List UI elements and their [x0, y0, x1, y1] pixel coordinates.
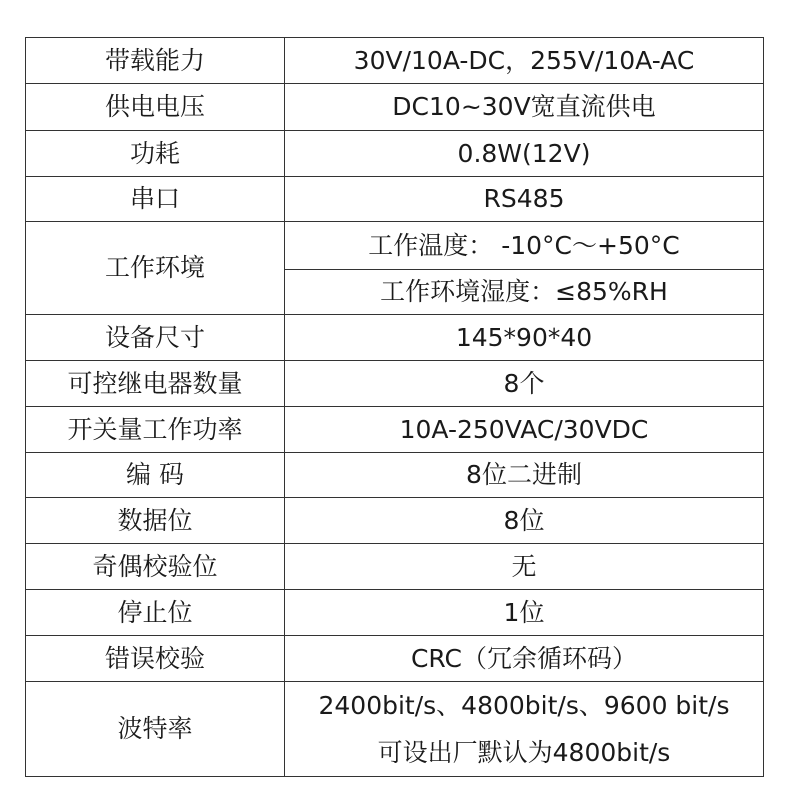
table-row — [26, 361, 764, 407]
row-value-temperature: 工作温度： -10°C～+50°C — [285, 222, 764, 270]
row-label: 工作环境 — [26, 222, 285, 315]
row-value: 8个 — [285, 361, 764, 407]
row-label: 开关量工作功率 — [26, 407, 285, 453]
table-row — [26, 315, 764, 361]
row-value: RS485 — [285, 177, 764, 222]
row-value: 无 — [285, 544, 764, 590]
row-label: 供电电压 — [26, 84, 285, 131]
row-label: 可控继电器数量 — [26, 361, 285, 407]
row-label: 错误校验 — [26, 636, 285, 682]
table-row — [26, 636, 764, 682]
row-label: 数据位 — [26, 498, 285, 544]
baud-default-line: 可设出厂默认为4800bit/s — [377, 738, 671, 767]
table-row — [26, 682, 764, 777]
row-label: 奇偶校验位 — [26, 544, 285, 590]
table-row — [26, 498, 764, 544]
row-value: 145*90*40 — [285, 315, 764, 361]
table-row — [26, 84, 764, 131]
row-value: 8位 — [285, 498, 764, 544]
row-value: 1位 — [285, 590, 764, 636]
table-row — [26, 131, 764, 177]
row-label: 功耗 — [26, 131, 285, 177]
baud-rates-line: 2400bit/s、4800bit/s、9600 bit/s — [318, 691, 730, 720]
table-row — [26, 453, 764, 498]
row-value: CRC（冗余循环码） — [285, 636, 764, 682]
spec-table — [25, 37, 764, 777]
row-value: DC10~30V宽直流供电 — [285, 84, 764, 131]
table-row — [26, 407, 764, 453]
row-value: 8位二进制 — [285, 453, 764, 498]
row-label: 编 码 — [26, 453, 285, 498]
row-value: 10A-250VAC/30VDC — [285, 407, 764, 453]
table-row — [26, 177, 764, 222]
table-row — [26, 590, 764, 636]
row-label: 停止位 — [26, 590, 285, 636]
table-row — [26, 38, 764, 84]
row-label: 串口 — [26, 177, 285, 222]
table-row — [26, 222, 764, 270]
row-label: 带载能力 — [26, 38, 285, 84]
row-label: 设备尺寸 — [26, 315, 285, 361]
row-value: 30V/10A-DC，255V/10A-AC — [285, 38, 764, 84]
row-value-baud — [285, 682, 764, 777]
row-value-humidity: 工作环境湿度：≤85%RH — [285, 270, 764, 315]
table-row — [26, 544, 764, 590]
row-label: 波特率 — [26, 682, 285, 777]
row-value: 0.8W(12V) — [285, 131, 764, 177]
